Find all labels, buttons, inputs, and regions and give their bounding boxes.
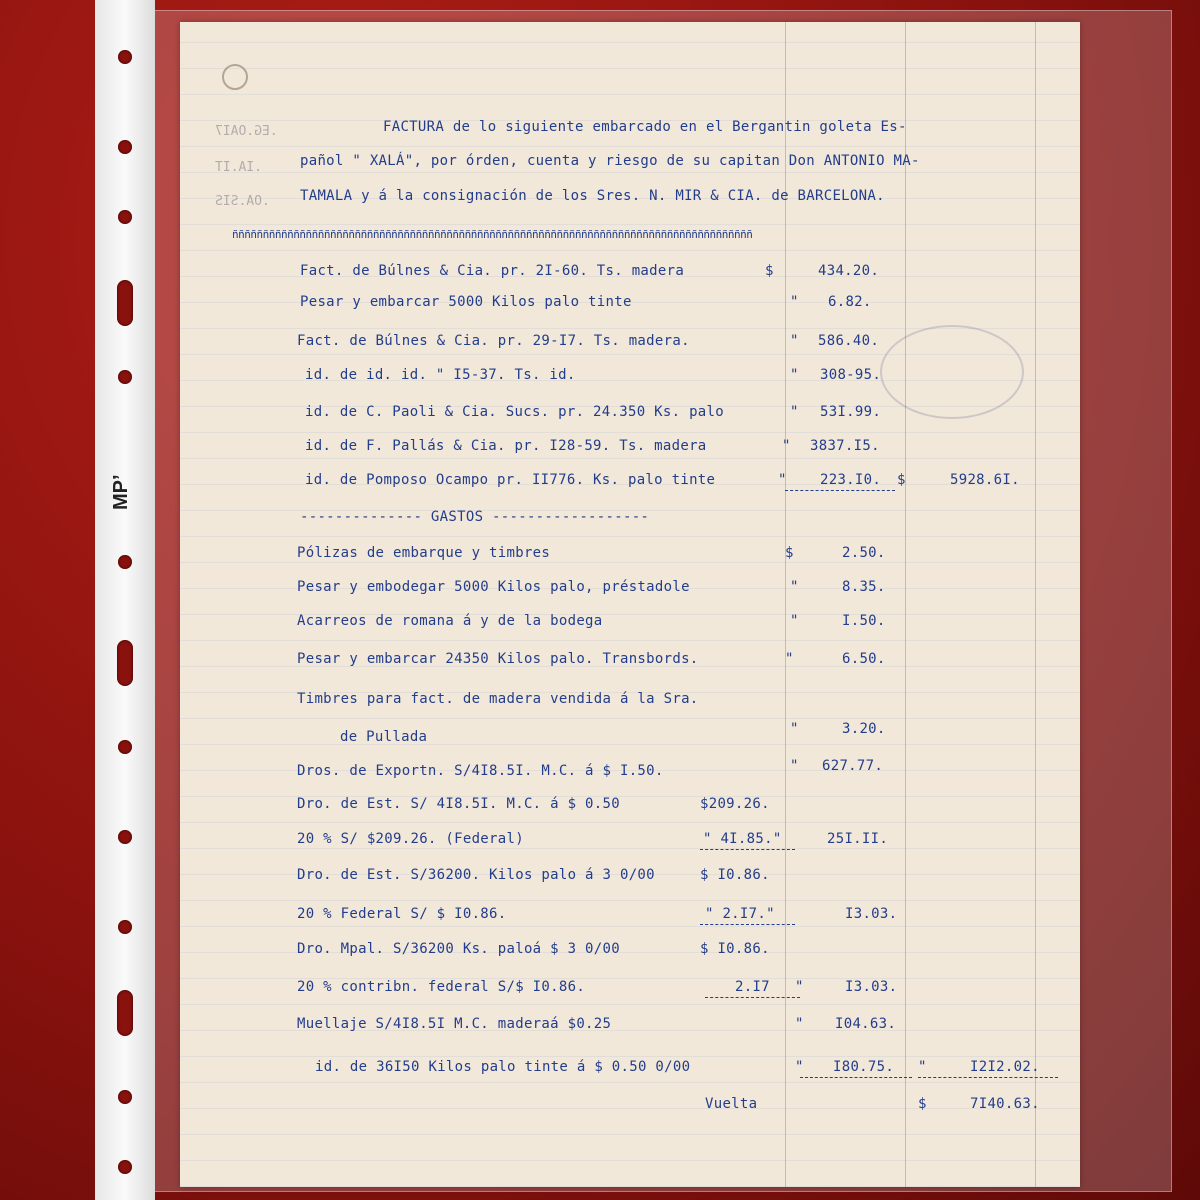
item-amount: 53I.99. bbox=[820, 404, 882, 420]
expense-amount: 2.50. bbox=[842, 545, 886, 561]
expense-description: 20 % Federal S/ $ I0.86. bbox=[297, 906, 507, 922]
expense-description: Dros. de Exportn. S/4I8.5I. M.C. á $ I.50. bbox=[297, 763, 664, 779]
expense-description: Timbres para fact. de madera vendida á la Sra. bbox=[297, 691, 699, 707]
item-amount: 223.I0. bbox=[820, 472, 882, 488]
item-symbol: " bbox=[782, 438, 791, 454]
item-description: id. de id. id. " I5-37. Ts. id. bbox=[305, 367, 576, 383]
section-heading: -------------- GASTOS ------------------ bbox=[300, 509, 650, 525]
punch-hole bbox=[118, 555, 132, 569]
item-description: id. de F. Pallás & Cia. pr. I28-59. Ts. madera bbox=[305, 438, 707, 454]
ledger-rule bbox=[905, 22, 906, 1187]
expense-subamount: $ I0.86. bbox=[700, 941, 770, 957]
sum-rule bbox=[700, 924, 795, 925]
item-symbol: " bbox=[790, 367, 799, 383]
total-symbol: " bbox=[918, 1059, 927, 1075]
expense-description: Muellaje S/4I8.5I M.C. maderaá $0.25 bbox=[297, 1016, 612, 1032]
punch-hole bbox=[118, 210, 132, 224]
expense-symbol: " bbox=[795, 1059, 804, 1075]
expense-description: Pólizas de embarque y timbres bbox=[297, 545, 551, 561]
expense-symbol: " bbox=[795, 1016, 804, 1032]
punch-hole bbox=[118, 740, 132, 754]
subtotal-amount: I2I2.02. bbox=[970, 1059, 1040, 1075]
expense-subamount: 2.I7 bbox=[735, 979, 770, 995]
item-symbol: " bbox=[790, 294, 799, 310]
footer-symbol: $ bbox=[918, 1096, 927, 1112]
item-symbol: $ bbox=[765, 263, 774, 279]
item-description: id. de C. Paoli & Cia. Sucs. pr. 24.350 Ks. palo bbox=[305, 404, 724, 420]
item-symbol: " bbox=[790, 404, 799, 420]
punch-hole bbox=[118, 1160, 132, 1174]
ornament-row: ñññññññññññññññññññññññññññññññññññññññññññññññññññññññññññññññññññññññññññññññññññññ bbox=[232, 228, 753, 241]
expense-description: Dro. de Est. S/36200. Kilos palo á 3 0/00 bbox=[297, 867, 655, 883]
item-description: id. de Pomposo Ocampo pr. II776. Ks. palo tinte bbox=[305, 472, 716, 488]
punch-hole bbox=[118, 830, 132, 844]
ledger-rule bbox=[1035, 22, 1036, 1187]
sum-rule bbox=[705, 997, 800, 998]
ghost-text: .IA.IT bbox=[215, 160, 262, 175]
punch-slot bbox=[117, 640, 133, 686]
punch-hole bbox=[118, 920, 132, 934]
punch-hole bbox=[118, 370, 132, 384]
punch-slot bbox=[117, 990, 133, 1036]
expense-amount: 25I.II. bbox=[827, 831, 889, 847]
punch-hole bbox=[118, 140, 132, 154]
expense-description: 20 % S/ $209.26. (Federal) bbox=[297, 831, 524, 847]
pin-mark bbox=[222, 64, 248, 90]
sum-rule bbox=[800, 1077, 912, 1078]
footer-label: Vuelta bbox=[705, 1096, 758, 1112]
expense-symbol: " bbox=[785, 651, 794, 667]
expense-description: Pesar y embodegar 5000 Kilos palo, préstadole bbox=[297, 579, 690, 595]
expense-amount: I80.75. bbox=[833, 1059, 895, 1075]
header-line: FACTURA de lo siguiente embarcado en el Bergantin goleta Es- bbox=[383, 119, 907, 135]
expense-amount: I.50. bbox=[842, 613, 886, 629]
header-line: pañol " XALÁ", por órden, cuenta y riesgo de su capitan Don ANTONIO MA- bbox=[300, 153, 920, 169]
expense-amount: 627.77. bbox=[822, 758, 884, 774]
expense-description: Pesar y embarcar 24350 Kilos palo. Transbords. bbox=[297, 651, 699, 667]
expense-description: 20 % contribn. federal S/$ I0.86. bbox=[297, 979, 586, 995]
expense-subamount: $ I0.86. bbox=[700, 867, 770, 883]
expense-subamount: $209.26. bbox=[700, 796, 770, 812]
expense-symbol: " bbox=[790, 758, 799, 774]
expense-amount: 3.20. bbox=[842, 721, 886, 737]
item-description: Pesar y embarcar 5000 Kilos palo tinte bbox=[300, 294, 632, 310]
expense-amount: I3.03. bbox=[845, 906, 898, 922]
sum-rule bbox=[700, 849, 795, 850]
expense-description: id. de 36I50 Kilos palo tinte á $ 0.50 0/00 bbox=[315, 1059, 691, 1075]
item-amount: 586.40. bbox=[818, 333, 880, 349]
header-line: TAMALA y á la consignación de los Sres. N. MIR & CIA. de BARCELONA. bbox=[300, 188, 885, 204]
punch-slot bbox=[117, 280, 133, 326]
item-symbol: " bbox=[778, 472, 787, 488]
item-symbol: " bbox=[790, 333, 799, 349]
expense-description: de Pullada bbox=[340, 729, 428, 745]
expense-subamount: " 2.I7." bbox=[705, 906, 775, 922]
expense-symbol: " bbox=[790, 579, 799, 595]
expense-amount: 8.35. bbox=[842, 579, 886, 595]
sleeve-badge: MP’ bbox=[110, 474, 132, 510]
item-description: Fact. de Búlnes & Cia. pr. 29-I7. Ts. madera. bbox=[297, 333, 690, 349]
ghost-text: .EG.OAI7 bbox=[215, 124, 278, 139]
grand-total: 7I40.63. bbox=[970, 1096, 1040, 1112]
total-symbol: $ bbox=[897, 472, 906, 488]
ghost-text: .OA.SIS bbox=[215, 194, 270, 209]
expense-subamount: " 4I.85." bbox=[703, 831, 782, 847]
expense-description: Dro. Mpal. S/36200 Ks. paloá $ 3 0/00 bbox=[297, 941, 620, 957]
expense-symbol: $ bbox=[785, 545, 794, 561]
item-amount: 308-95. bbox=[820, 367, 882, 383]
subtotal-amount: 5928.6I. bbox=[950, 472, 1020, 488]
item-description: Fact. de Búlnes & Cia. pr. 2I-60. Ts. madera bbox=[300, 263, 685, 279]
punch-hole bbox=[118, 1090, 132, 1104]
expense-description: Acarreos de romana á y de la bodega bbox=[297, 613, 603, 629]
sum-rule bbox=[918, 1077, 1058, 1078]
expense-amount: I04.63. bbox=[835, 1016, 897, 1032]
expense-amount: 6.50. bbox=[842, 651, 886, 667]
punch-hole bbox=[118, 50, 132, 64]
item-amount: 6.82. bbox=[828, 294, 872, 310]
expense-symbol: " bbox=[790, 721, 799, 737]
faded-stamp bbox=[880, 325, 1024, 419]
sum-rule bbox=[785, 490, 895, 491]
expense-amount: I3.03. bbox=[845, 979, 898, 995]
expense-symbol: " bbox=[790, 613, 799, 629]
item-amount: 3837.I5. bbox=[810, 438, 880, 454]
item-amount: 434.20. bbox=[818, 263, 880, 279]
expense-description: Dro. de Est. S/ 4I8.5I. M.C. á $ 0.50 bbox=[297, 796, 620, 812]
expense-symbol: " bbox=[795, 979, 804, 995]
